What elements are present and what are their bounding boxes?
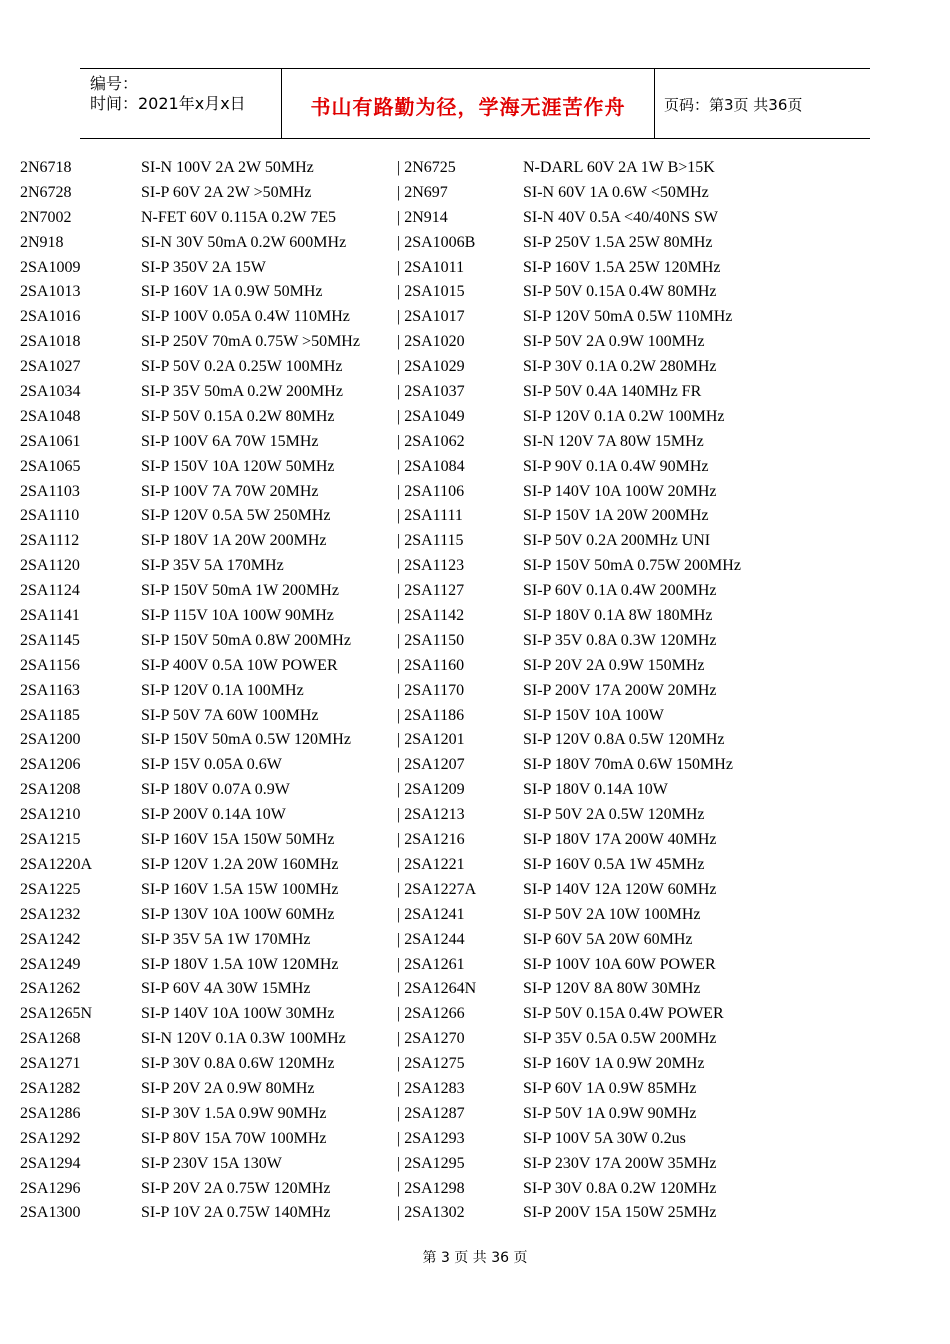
part-description: SI-P 30V 0.8A 0.6W 120MHz bbox=[141, 1055, 335, 1073]
part-description-2: SI-P 180V 0.1A 8W 180MHz bbox=[523, 607, 713, 625]
part-number: 2SA1232 bbox=[20, 905, 81, 923]
part-description: SI-P 230V 15A 130W bbox=[141, 1154, 282, 1172]
part-description: SI-P 200V 0.14A 10W bbox=[141, 806, 286, 824]
part-description-2: SI-P 50V 0.4A 140MHz FR bbox=[523, 383, 702, 401]
part-number-2: | 2N6725 bbox=[397, 159, 456, 176]
list-row bbox=[20, 333, 920, 358]
list-row bbox=[20, 1105, 920, 1130]
part-description-2: SI-P 230V 17A 200W 35MHz bbox=[523, 1154, 717, 1172]
part-description-2: SI-P 100V 10A 60W POWER bbox=[523, 955, 716, 973]
part-description: SI-P 100V 0.05A 0.4W 110MHz bbox=[141, 308, 350, 326]
list-row bbox=[20, 806, 920, 831]
part-number: 2SA1271 bbox=[20, 1055, 81, 1073]
part-number: 2N6728 bbox=[20, 183, 72, 201]
part-number-2: | 2SA1266 bbox=[397, 1005, 465, 1023]
transistor-list bbox=[20, 159, 920, 1229]
part-number: 2SA1156 bbox=[20, 656, 80, 674]
page-header bbox=[80, 68, 870, 139]
part-description-2: SI-P 90V 0.1A 0.4W 90MHz bbox=[523, 457, 709, 475]
part-number: 2SA1286 bbox=[20, 1104, 81, 1122]
part-number: 2SA1185 bbox=[20, 706, 80, 724]
part-number-2: | 2SA1244 bbox=[397, 930, 465, 948]
list-row bbox=[20, 234, 920, 259]
part-number-2: | 2SA1241 bbox=[397, 905, 465, 923]
part-number-2: | 2SA1287 bbox=[397, 1104, 465, 1122]
part-description-2: SI-P 50V 0.15A 0.4W POWER bbox=[523, 1005, 724, 1023]
part-description: SI-P 30V 1.5A 0.9W 90MHz bbox=[141, 1104, 327, 1122]
part-number: 2SA1292 bbox=[20, 1129, 81, 1147]
part-description-2: SI-P 60V 5A 20W 60MHz bbox=[523, 930, 693, 948]
part-description: SI-P 160V 15A 150W 50MHz bbox=[141, 831, 335, 849]
part-description: SI-P 120V 0.1A 100MHz bbox=[141, 681, 304, 699]
part-number: 2SA1300 bbox=[20, 1204, 81, 1222]
list-row bbox=[20, 1155, 920, 1180]
part-number: 2SA1013 bbox=[20, 283, 81, 301]
part-description-2: SI-P 50V 2A 0.5W 120MHz bbox=[523, 806, 705, 824]
part-number-2: | 2SA1216 bbox=[397, 831, 465, 849]
part-description-2: SI-P 180V 17A 200W 40MHz bbox=[523, 831, 717, 849]
part-description: SI-P 150V 10A 120W 50MHz bbox=[141, 457, 335, 475]
part-description: SI-P 50V 0.15A 0.2W 80MHz bbox=[141, 407, 335, 425]
part-number-2: | 2SA1049 bbox=[397, 407, 465, 425]
part-description: SI-P 35V 5A 170MHz bbox=[141, 557, 284, 575]
part-number: 2SA1225 bbox=[20, 880, 81, 898]
part-number-2: | 2SA1123 bbox=[397, 557, 465, 575]
list-row bbox=[20, 383, 920, 408]
part-description: SI-P 120V 1.2A 20W 160MHz bbox=[141, 855, 339, 873]
list-row bbox=[20, 458, 920, 483]
part-number: 2N918 bbox=[20, 233, 64, 251]
part-number: 2SA1220A bbox=[20, 855, 93, 873]
part-description: SI-N 30V 50mA 0.2W 600MHz bbox=[141, 233, 347, 251]
part-number-2: | 2SA1150 bbox=[397, 631, 465, 649]
part-description: SI-P 180V 1A 20W 200MHz bbox=[141, 532, 327, 550]
part-description-2: SI-P 150V 50mA 0.75W 200MHz bbox=[523, 557, 741, 575]
list-row bbox=[20, 831, 920, 856]
part-number-2: | 2SA1302 bbox=[397, 1204, 465, 1222]
part-description-2: SI-N 40V 0.5A <40/40NS SW bbox=[523, 208, 718, 226]
list-row bbox=[20, 1055, 920, 1080]
part-number: 2SA1163 bbox=[20, 681, 80, 699]
part-description: SI-N 100V 2A 2W 50MHz bbox=[141, 159, 314, 176]
part-number-2: | 2SA1201 bbox=[397, 731, 465, 749]
part-number: 2SA1048 bbox=[20, 407, 81, 425]
part-number-2: | 2SA1207 bbox=[397, 756, 465, 774]
list-row bbox=[20, 906, 920, 931]
part-description-2: SI-N 120V 7A 80W 15MHz bbox=[523, 432, 704, 450]
part-description: N-FET 60V 0.115A 0.2W 7E5 bbox=[141, 208, 336, 226]
list-row bbox=[20, 308, 920, 333]
part-number-2: | 2SA1115 bbox=[397, 532, 464, 550]
part-number-2: | 2SA1006B bbox=[397, 233, 476, 251]
list-row bbox=[20, 1180, 920, 1205]
part-description: SI-P 120V 0.5A 5W 250MHz bbox=[141, 507, 331, 525]
list-row bbox=[20, 507, 920, 532]
part-description: SI-P 10V 2A 0.75W 140MHz bbox=[141, 1204, 331, 1222]
part-number: 2SA1262 bbox=[20, 980, 81, 998]
part-description-2: SI-P 180V 0.14A 10W bbox=[523, 781, 668, 799]
part-description: SI-P 20V 2A 0.75W 120MHz bbox=[141, 1179, 331, 1197]
part-description-2: N-DARL 60V 2A 1W B>15K bbox=[523, 159, 715, 176]
list-row bbox=[20, 607, 920, 632]
part-number-2: | 2SA1209 bbox=[397, 781, 465, 799]
part-number-2: | 2SA1011 bbox=[397, 258, 465, 276]
part-description: SI-P 150V 50mA 0.8W 200MHz bbox=[141, 631, 351, 649]
part-description: SI-P 140V 10A 100W 30MHz bbox=[141, 1005, 335, 1023]
list-row bbox=[20, 184, 920, 209]
part-number: 2N7002 bbox=[20, 208, 72, 226]
part-number-2: | 2N697 bbox=[397, 183, 448, 201]
part-number-2: | 2SA1275 bbox=[397, 1055, 465, 1073]
header-meta-cell bbox=[80, 69, 280, 138]
part-description: SI-P 60V 2A 2W >50MHz bbox=[141, 183, 312, 201]
part-number: 2SA1208 bbox=[20, 781, 81, 799]
part-description-2: SI-P 180V 70mA 0.6W 150MHz bbox=[523, 756, 733, 774]
part-number-2: | 2N914 bbox=[397, 208, 448, 226]
part-description-2: SI-P 50V 0.15A 0.4W 80MHz bbox=[523, 283, 717, 301]
part-number-2: | 2SA1295 bbox=[397, 1154, 465, 1172]
list-row bbox=[20, 433, 920, 458]
part-description: SI-P 35V 5A 1W 170MHz bbox=[141, 930, 311, 948]
part-number: 2SA1200 bbox=[20, 731, 81, 749]
page-footer: 第 3 页 共 36 页 bbox=[422, 1250, 528, 1266]
part-number: 2SA1206 bbox=[20, 756, 81, 774]
part-description-2: SI-P 50V 1A 0.9W 90MHz bbox=[523, 1104, 697, 1122]
header-motto-cell bbox=[281, 69, 655, 138]
part-number-2: | 2SA1037 bbox=[397, 383, 465, 401]
list-row bbox=[20, 1204, 920, 1229]
part-description: SI-P 115V 10A 100W 90MHz bbox=[141, 607, 334, 625]
part-description: SI-P 150V 50mA 0.5W 120MHz bbox=[141, 731, 351, 749]
list-row bbox=[20, 283, 920, 308]
part-description: SI-P 180V 1.5A 10W 120MHz bbox=[141, 955, 339, 973]
part-number: 2SA1210 bbox=[20, 806, 81, 824]
part-description-2: SI-P 120V 8A 80W 30MHz bbox=[523, 980, 701, 998]
part-description-2: SI-P 160V 0.5A 1W 45MHz bbox=[523, 855, 705, 873]
part-description-2: SI-P 35V 0.8A 0.3W 120MHz bbox=[523, 631, 717, 649]
part-number-2: | 2SA1160 bbox=[397, 656, 465, 674]
part-description: SI-P 50V 7A 60W 100MHz bbox=[141, 706, 319, 724]
time-label: 时间：2021年x月x日 bbox=[90, 94, 246, 113]
part-number-2: | 2SA1127 bbox=[397, 582, 465, 600]
list-row bbox=[20, 1030, 920, 1055]
list-row bbox=[20, 1080, 920, 1105]
part-description: SI-P 250V 70mA 0.75W >50MHz bbox=[141, 333, 360, 351]
part-description: SI-P 15V 0.05A 0.6W bbox=[141, 756, 282, 774]
part-number: 2SA1016 bbox=[20, 308, 81, 326]
part-number: 2N6718 bbox=[20, 159, 72, 176]
part-number: 2SA1268 bbox=[20, 1030, 81, 1048]
part-description-2: SI-P 60V 1A 0.9W 85MHz bbox=[523, 1079, 697, 1097]
part-description-2: SI-P 160V 1.5A 25W 120MHz bbox=[523, 258, 721, 276]
part-description-2: SI-P 120V 50mA 0.5W 110MHz bbox=[523, 308, 733, 326]
list-row bbox=[20, 980, 920, 1005]
part-description-2: SI-P 200V 15A 150W 25MHz bbox=[523, 1204, 717, 1222]
part-number: 2SA1124 bbox=[20, 582, 80, 600]
list-row bbox=[20, 483, 920, 508]
part-description: SI-N 120V 0.1A 0.3W 100MHz bbox=[141, 1030, 346, 1048]
part-number: 2SA1112 bbox=[20, 532, 80, 550]
part-description: SI-P 400V 0.5A 10W POWER bbox=[141, 656, 338, 674]
list-row bbox=[20, 931, 920, 956]
part-number-2: | 2SA1020 bbox=[397, 333, 465, 351]
list-row bbox=[20, 682, 920, 707]
part-number: 2SA1265N bbox=[20, 1005, 93, 1023]
part-number-2: | 2SA1111 bbox=[397, 507, 463, 525]
part-number: 2SA1103 bbox=[20, 482, 80, 500]
part-description-2: SI-P 60V 0.1A 0.4W 200MHz bbox=[523, 582, 717, 600]
part-description: SI-P 100V 7A 70W 20MHz bbox=[141, 482, 319, 500]
part-description-2: SI-P 50V 0.2A 200MHz UNI bbox=[523, 532, 711, 550]
list-row bbox=[20, 532, 920, 557]
part-description-2: SI-P 50V 2A 0.9W 100MHz bbox=[523, 333, 705, 351]
part-description-2: SI-P 140V 12A 120W 60MHz bbox=[523, 880, 717, 898]
part-description-2: SI-P 35V 0.5A 0.5W 200MHz bbox=[523, 1030, 717, 1048]
part-number-2: | 2SA1084 bbox=[397, 457, 465, 475]
list-row bbox=[20, 557, 920, 582]
list-row bbox=[20, 1130, 920, 1155]
part-number: 2SA1061 bbox=[20, 432, 81, 450]
part-description-2: SI-P 120V 0.8A 0.5W 120MHz bbox=[523, 731, 725, 749]
list-row bbox=[20, 159, 920, 184]
list-row bbox=[20, 731, 920, 756]
list-row bbox=[20, 781, 920, 806]
part-description: SI-P 100V 6A 70W 15MHz bbox=[141, 432, 319, 450]
list-row bbox=[20, 956, 920, 981]
part-description-2: SI-P 120V 0.1A 0.2W 100MHz bbox=[523, 407, 725, 425]
list-row bbox=[20, 707, 920, 732]
part-number: 2SA1282 bbox=[20, 1079, 81, 1097]
list-row bbox=[20, 209, 920, 234]
part-description-2: SI-P 30V 0.1A 0.2W 280MHz bbox=[523, 358, 717, 376]
list-row bbox=[20, 657, 920, 682]
part-number: 2SA1009 bbox=[20, 258, 81, 276]
part-description: SI-P 160V 1A 0.9W 50MHz bbox=[141, 283, 323, 301]
part-description-2: SI-P 100V 5A 30W 0.2us bbox=[523, 1129, 686, 1147]
part-number-2: | 2SA1270 bbox=[397, 1030, 465, 1048]
part-description-2: SI-N 60V 1A 0.6W <50MHz bbox=[523, 183, 709, 201]
part-number: 2SA1110 bbox=[20, 507, 80, 525]
part-description: SI-P 80V 15A 70W 100MHz bbox=[141, 1129, 327, 1147]
part-number: 2SA1296 bbox=[20, 1179, 81, 1197]
part-description: SI-P 160V 1.5A 15W 100MHz bbox=[141, 880, 339, 898]
part-number: 2SA1242 bbox=[20, 930, 81, 948]
list-row bbox=[20, 881, 920, 906]
part-number: 2SA1141 bbox=[20, 607, 80, 625]
list-row bbox=[20, 358, 920, 383]
part-description-2: SI-P 140V 10A 100W 20MHz bbox=[523, 482, 717, 500]
list-row bbox=[20, 756, 920, 781]
part-number-2: | 2SA1017 bbox=[397, 308, 465, 326]
header-page-cell bbox=[654, 69, 870, 138]
part-description-2: SI-P 30V 0.8A 0.2W 120MHz bbox=[523, 1179, 717, 1197]
part-description-2: SI-P 160V 1A 0.9W 20MHz bbox=[523, 1055, 705, 1073]
part-description-2: SI-P 20V 2A 0.9W 150MHz bbox=[523, 656, 705, 674]
part-number-2: | 2SA1170 bbox=[397, 681, 465, 699]
part-number: 2SA1145 bbox=[20, 631, 80, 649]
part-description: SI-P 180V 0.07A 0.9W bbox=[141, 781, 290, 799]
part-description-2: SI-P 150V 10A 100W bbox=[523, 706, 664, 724]
part-description: SI-P 50V 0.2A 0.25W 100MHz bbox=[141, 358, 343, 376]
list-row bbox=[20, 259, 920, 284]
part-number-2: | 2SA1283 bbox=[397, 1079, 465, 1097]
list-row bbox=[20, 856, 920, 881]
part-description: SI-P 350V 2A 15W bbox=[141, 258, 266, 276]
part-number: 2SA1120 bbox=[20, 557, 80, 575]
part-number: 2SA1034 bbox=[20, 383, 81, 401]
part-number-2: | 2SA1029 bbox=[397, 358, 465, 376]
part-number-2: | 2SA1227A bbox=[397, 880, 477, 898]
part-number-2: | 2SA1015 bbox=[397, 283, 465, 301]
part-number-2: | 2SA1213 bbox=[397, 806, 465, 824]
part-number: 2SA1018 bbox=[20, 333, 81, 351]
part-number-2: | 2SA1062 bbox=[397, 432, 465, 450]
part-number-2: | 2SA1293 bbox=[397, 1129, 465, 1147]
motto: 书山有路勤为径，学海无涯苦作舟 bbox=[310, 95, 626, 119]
part-number-2: | 2SA1298 bbox=[397, 1179, 465, 1197]
part-number-2: | 2SA1221 bbox=[397, 855, 465, 873]
part-number-2: | 2SA1264N bbox=[397, 980, 477, 998]
part-description: SI-P 20V 2A 0.9W 80MHz bbox=[141, 1079, 315, 1097]
part-description: SI-P 35V 50mA 0.2W 200MHz bbox=[141, 383, 343, 401]
number-label: 编号： bbox=[90, 74, 139, 93]
part-description-2: SI-P 250V 1.5A 25W 80MHz bbox=[523, 233, 713, 251]
list-row bbox=[20, 632, 920, 657]
page-info: 页码：第3页 共36页 bbox=[664, 96, 803, 114]
part-description-2: SI-P 150V 1A 20W 200MHz bbox=[523, 507, 709, 525]
part-number-2: | 2SA1142 bbox=[397, 607, 465, 625]
part-description-2: SI-P 50V 2A 10W 100MHz bbox=[523, 905, 701, 923]
part-description: SI-P 150V 50mA 1W 200MHz bbox=[141, 582, 339, 600]
list-row bbox=[20, 1005, 920, 1030]
part-number-2: | 2SA1106 bbox=[397, 482, 465, 500]
part-number-2: | 2SA1261 bbox=[397, 955, 465, 973]
list-row bbox=[20, 408, 920, 433]
part-number-2: | 2SA1186 bbox=[397, 706, 465, 724]
part-number: 2SA1065 bbox=[20, 457, 81, 475]
part-number: 2SA1294 bbox=[20, 1154, 81, 1172]
part-number: 2SA1215 bbox=[20, 831, 81, 849]
part-description: SI-P 60V 4A 30W 15MHz bbox=[141, 980, 311, 998]
list-row bbox=[20, 582, 920, 607]
part-description: SI-P 130V 10A 100W 60MHz bbox=[141, 905, 335, 923]
part-description-2: SI-P 200V 17A 200W 20MHz bbox=[523, 681, 717, 699]
part-number: 2SA1249 bbox=[20, 955, 81, 973]
part-number: 2SA1027 bbox=[20, 358, 81, 376]
